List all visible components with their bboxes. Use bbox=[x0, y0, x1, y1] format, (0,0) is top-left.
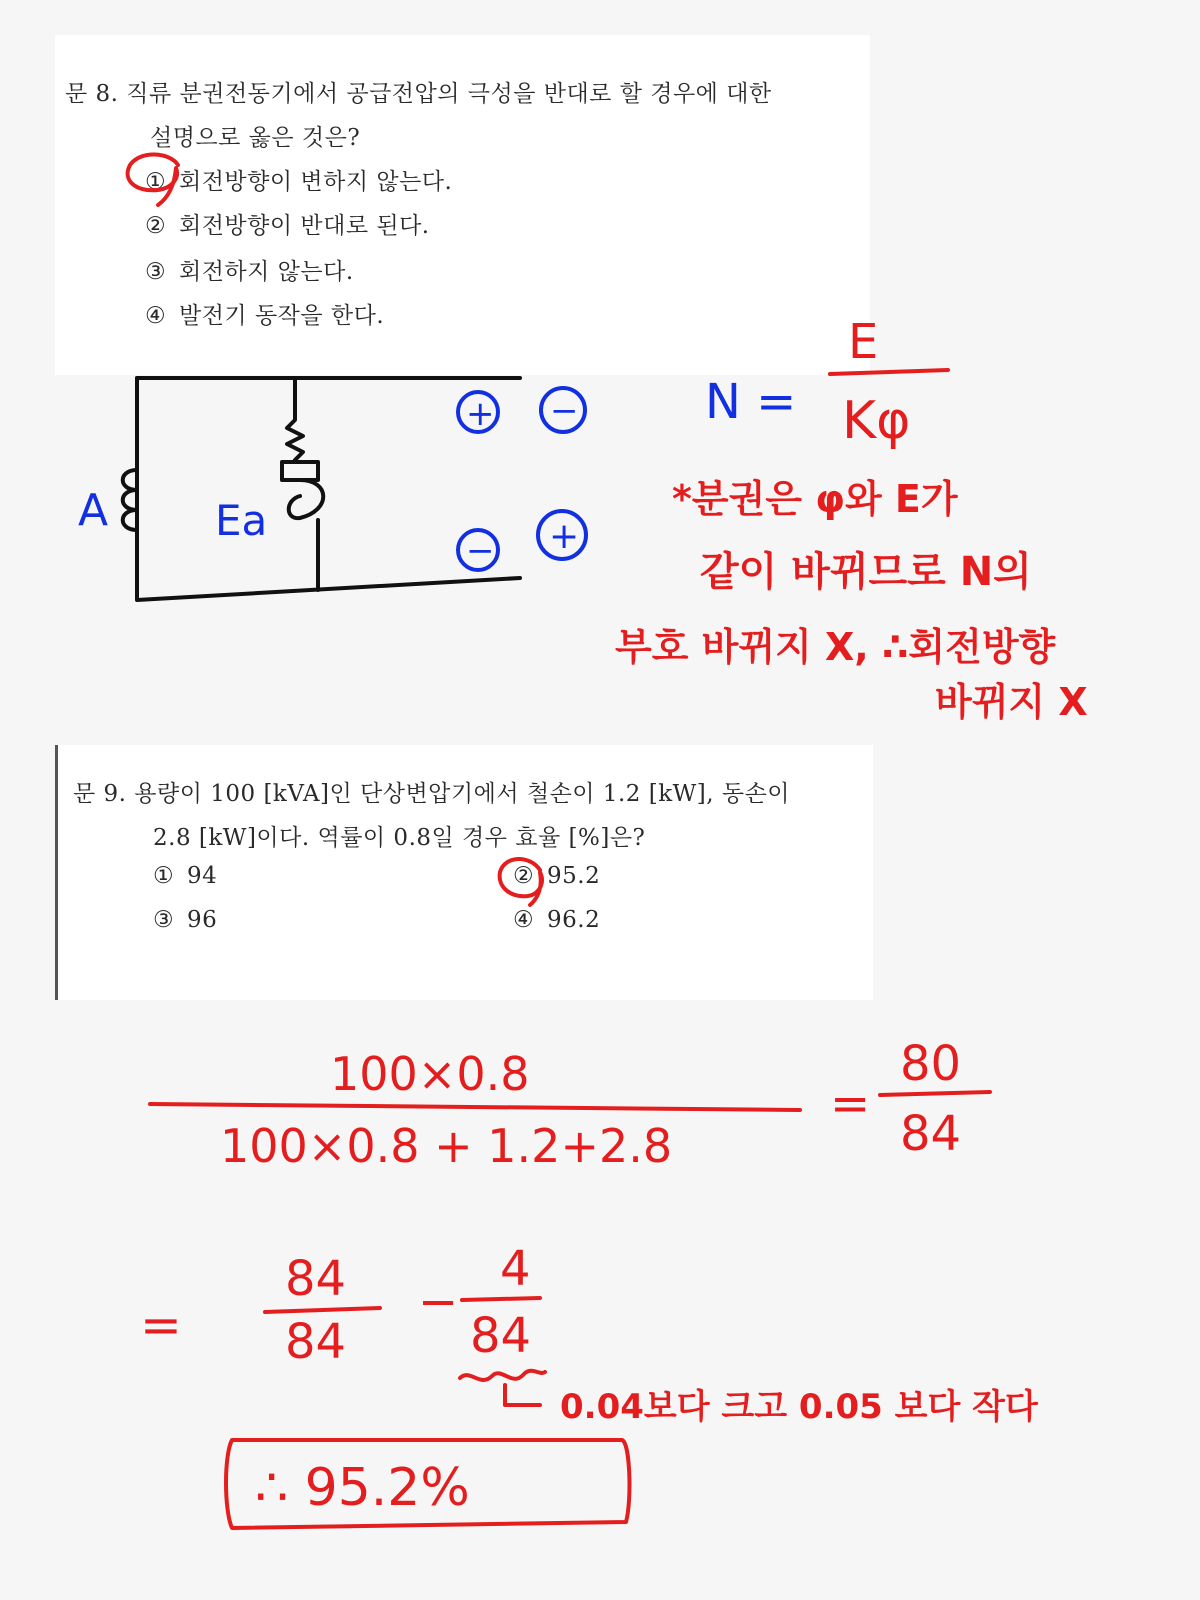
circuit-diagram bbox=[123, 378, 520, 600]
step2-b-numerator: 4 bbox=[500, 1241, 531, 1297]
q9-stem-line2: 2.8 [kW]이다. 역률이 0.8일 경우 효율 [%]은? bbox=[153, 825, 646, 851]
step2-a-numerator: 84 bbox=[285, 1251, 347, 1307]
formula-numerator: E bbox=[848, 314, 879, 370]
step2-b-bar bbox=[462, 1298, 540, 1300]
formula-fraction-bar bbox=[830, 370, 948, 374]
final-answer: ∴ 95.2% bbox=[255, 1458, 470, 1518]
q9-option-3-number: ③ bbox=[153, 907, 175, 933]
q8-stem-line1: 문 8. 직류 분권전동기에서 공급전압의 극성을 반대로 할 경우에 대한 bbox=[65, 81, 772, 107]
step2-minus: − bbox=[418, 1274, 459, 1330]
circuit-armature-coil bbox=[289, 480, 324, 518]
calc-result-denominator: 84 bbox=[900, 1106, 962, 1162]
calc-fraction-bar bbox=[150, 1104, 800, 1110]
step2-b-denominator: 84 bbox=[470, 1308, 532, 1364]
q8-option-3-number: ③ bbox=[145, 259, 167, 285]
q8-option-3-text: 회전하지 않는다. bbox=[179, 259, 354, 285]
q9-option-2-text: 95.2 bbox=[547, 863, 601, 889]
q9-stem-line1: 문 9. 용량이 100 [kVA]인 단상변압기에서 철손이 1.2 [kW], 동손이 bbox=[73, 781, 791, 807]
q8-option-4-text: 발전기 동작을 한다. bbox=[179, 303, 385, 329]
q9-option-1-text: 94 bbox=[187, 863, 218, 889]
formula-denominator: Kφ bbox=[842, 391, 911, 451]
calc-denominator: 100×0.8 + 1.2+2.8 bbox=[220, 1119, 673, 1173]
note-line-2: 같이 바뀌므로 N의 bbox=[700, 549, 1032, 595]
after-plus-sign: + bbox=[549, 516, 580, 557]
step2-a-bar bbox=[265, 1308, 380, 1312]
before-plus-sign: + bbox=[466, 394, 495, 434]
q9-option-4-number: ④ bbox=[513, 907, 535, 933]
before-minus-sign: − bbox=[466, 531, 495, 571]
note-line-4: 바뀌지 X bbox=[935, 680, 1088, 724]
step2-note: 0.04보다 크고 0.05 보다 작다 bbox=[560, 1387, 1038, 1427]
circuit-armature-box bbox=[282, 462, 318, 480]
q8-option-1-text: 회전방향이 변하지 않는다. bbox=[179, 169, 453, 195]
q8-option-1-number: ① bbox=[145, 169, 167, 195]
calc-result-numerator: 80 bbox=[900, 1036, 962, 1092]
step2-squiggle-underline bbox=[460, 1371, 545, 1380]
calc-equals: = bbox=[830, 1076, 871, 1132]
q9-option-1-number: ① bbox=[153, 863, 175, 889]
q9-option-2-number: ② bbox=[513, 863, 535, 889]
q8-option-4-number: ④ bbox=[145, 303, 167, 329]
q8-stem-line2: 설명으로 옳은 것은? bbox=[150, 125, 361, 151]
polarity-marks bbox=[458, 388, 586, 571]
note-line-3: 부호 바뀌지 X, ∴회전방향 bbox=[615, 625, 1056, 669]
formula-lhs: N = bbox=[705, 374, 797, 430]
circuit-series-coil bbox=[123, 470, 137, 530]
q8-option-2-number: ② bbox=[145, 213, 167, 239]
circuit-field-resistor bbox=[287, 378, 303, 460]
circuit-bottom-wire bbox=[137, 378, 520, 600]
step2-a-denominator: 84 bbox=[285, 1314, 347, 1370]
q8-answer-circle bbox=[128, 154, 178, 205]
circuit-ea-label: Ea bbox=[215, 496, 268, 545]
note-line-1: *분권은 φ와 E가 bbox=[672, 477, 958, 521]
step2-arrow bbox=[505, 1385, 540, 1405]
q9-option-4-text: 96.2 bbox=[547, 907, 601, 933]
q9-option-3-text: 96 bbox=[187, 907, 218, 933]
q8-option-2-text: 회전방향이 반대로 된다. bbox=[179, 213, 430, 239]
after-minus-sign: − bbox=[550, 391, 579, 431]
q9-answer-circle bbox=[500, 859, 542, 905]
calc-numerator: 100×0.8 bbox=[330, 1047, 530, 1101]
calc-result-bar bbox=[880, 1092, 990, 1095]
circuit-a-label: A bbox=[78, 485, 109, 536]
step2-equals: = bbox=[140, 1296, 182, 1354]
